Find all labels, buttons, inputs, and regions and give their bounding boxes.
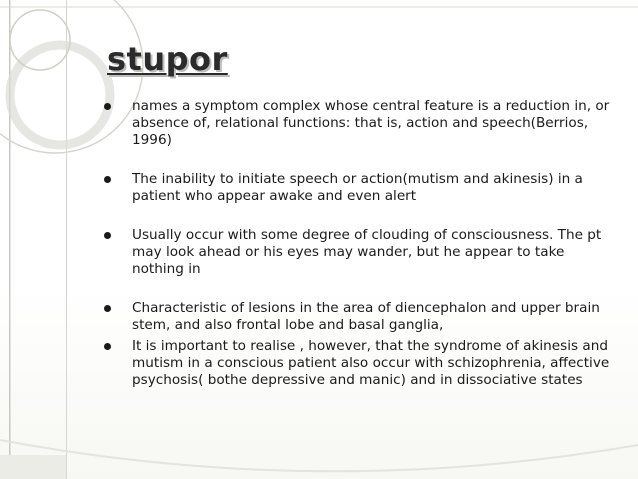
bullet-dot-icon <box>104 305 111 312</box>
deco-circle-small <box>10 10 70 70</box>
bullet-item <box>104 171 619 205</box>
slide-title: stupor <box>107 40 228 78</box>
accent-bar-left-outer <box>9 0 11 479</box>
bullet-item <box>104 338 619 389</box>
bullet-item <box>104 227 619 278</box>
bullet-text: Usually occur with some degree of clouding of consciousness. The pt may look ahead or his eyes may wander, but he appear to take nothing in <box>132 227 602 277</box>
bullet-text: Characteristic of lesions in the area of diencephalon and upper brain stem, and also frontal lobe and basal ganglia, <box>132 300 600 333</box>
bullet-list <box>104 98 619 389</box>
bullet-text: The inability to initiate speech or action(mutism and akinesis) in a patient who appear awake and even alert <box>132 171 583 204</box>
bullet-dot-icon <box>104 103 111 110</box>
deco-bottom-strip <box>0 455 66 479</box>
bullet-dot-icon <box>104 343 111 350</box>
bullet-text: It is important to realise , however, that the syndrome of akinesis and mutism in a conscious patient also occur with schizophrenia, affective psychosis( bothe depressive and manic) and in dissociative states <box>132 338 610 388</box>
bullet-dot-icon <box>104 176 111 183</box>
bullet-text: names a symptom complex whose central feature is a reduction in, or absence of, relational functions: that is, action and speech(Berrios, 1996) <box>132 98 610 148</box>
bullet-item <box>104 300 619 334</box>
bullet-item <box>104 98 619 149</box>
deco-circle-medium <box>10 45 110 145</box>
accent-bar-left-inner <box>66 0 67 479</box>
deco-bottom-arc <box>0 440 638 471</box>
bullet-dot-icon <box>104 232 111 239</box>
